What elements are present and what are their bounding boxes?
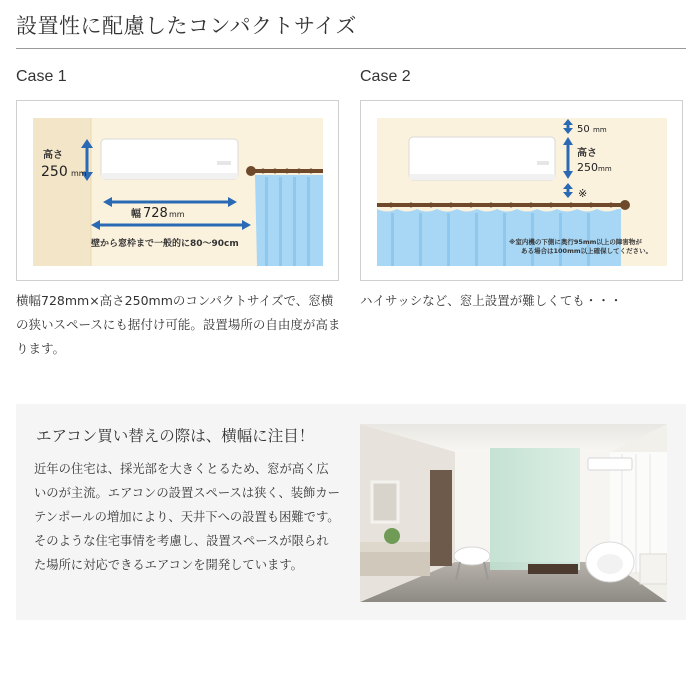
feature-paragraph-1: 近年の住宅は、採光部を大きくとるため、窓が高く広いのが主流。エアコンの設置スペースは狭く、装飾カーテンポールの増加により、天井下への設置も困難です。 — [34, 462, 340, 524]
case1-side-wall — [33, 118, 91, 266]
case2-ac-unit — [409, 137, 555, 180]
case1-height-value: 250 — [41, 164, 68, 180]
page-title: 設置性に配慮したコンパクトサイズ — [16, 14, 357, 38]
curtain-illustration — [255, 175, 323, 266]
case2-mark: ※ — [578, 187, 588, 200]
case2-note-line1: ※室内機の下側に奥行95mm以上の障害物が — [509, 238, 642, 246]
case2-description: ハイサッシなど、窓上設置が難しくても・・・ — [360, 293, 623, 308]
case1-distance-note: 壁から窓枠まで一般的に80～90cm — [91, 239, 239, 249]
case1-width-value: 728 — [143, 206, 168, 221]
case1-height-label: 高さ — [43, 150, 63, 161]
title-divider — [16, 48, 686, 49]
case1-label: Case 1 — [16, 68, 67, 85]
case2-height-value: 250 — [577, 161, 598, 174]
case1-description: 横幅728mm×高さ250mmのコンパクトサイズで、窓横の狭いスペースにも据付け可能。設置場所の自由度が高まります。 — [16, 293, 341, 356]
case1-width-unit: mm — [169, 210, 185, 219]
case2-illustration — [360, 100, 683, 281]
feature-paragraph-2: そのような住宅事情を考慮し、設置スペースが限られた場所に対応できるエアコンを開発しています。 — [34, 534, 329, 572]
case2-height-unit: mm — [598, 165, 612, 173]
room-photo — [360, 424, 667, 602]
case1-width-label: 幅 — [131, 209, 141, 220]
case2-note-line2: ある場合は100mm以上確保してください。 — [521, 247, 653, 255]
case2-height-label: 高さ — [577, 148, 597, 159]
feature-body — [34, 457, 340, 577]
case2-label: Case 2 — [360, 68, 411, 85]
feature-heading: エアコン買い替えの際は、横幅に注目！ — [36, 427, 315, 445]
case1-illustration — [16, 100, 339, 281]
case2-top-clearance-unit: mm — [593, 126, 607, 134]
case1-height-unit: mm — [71, 169, 87, 178]
case1-ac-unit — [101, 139, 238, 179]
case2-top-clearance: 50 — [577, 124, 590, 135]
